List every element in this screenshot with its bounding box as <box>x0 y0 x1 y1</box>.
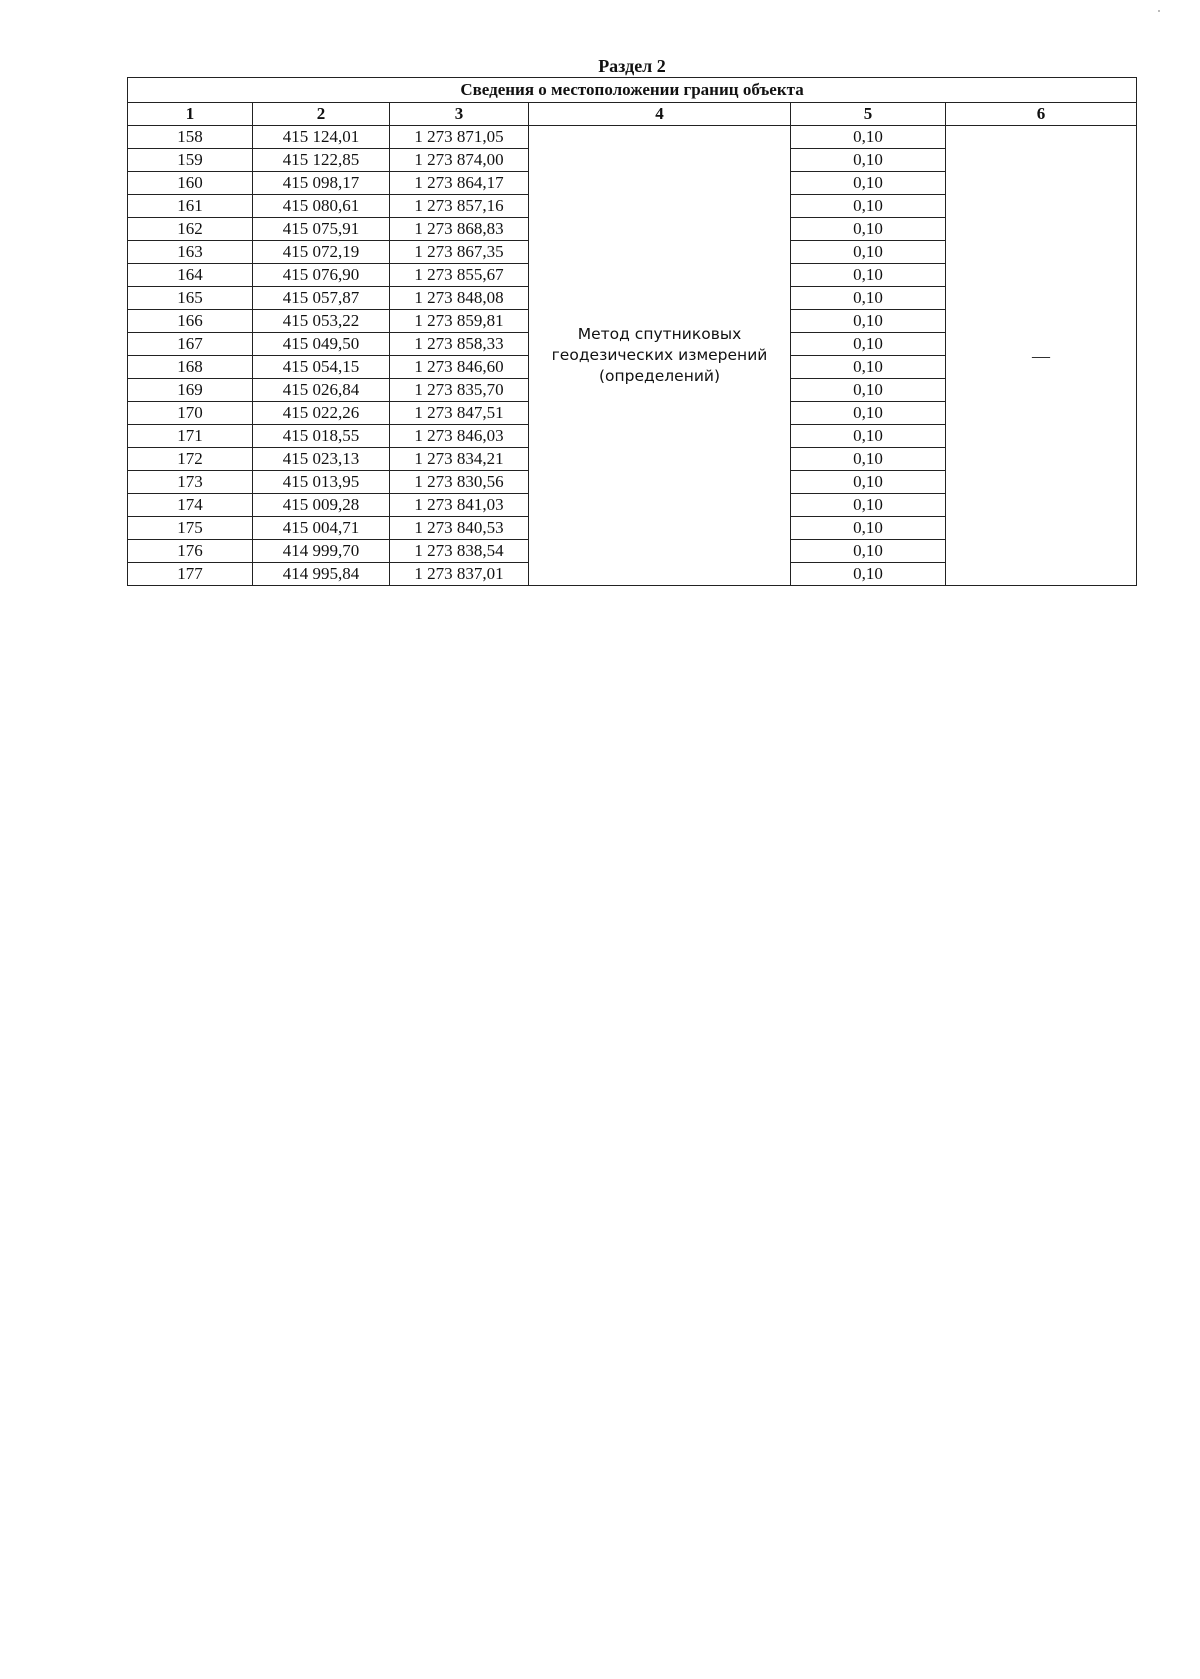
point-number-cell: 174 <box>128 494 253 517</box>
accuracy-cell: 0,10 <box>791 425 946 448</box>
column-number: 5 <box>791 103 946 126</box>
x-coordinate-cell: 415 098,17 <box>253 172 390 195</box>
x-coordinate-cell: 415 054,15 <box>253 356 390 379</box>
column-number: 3 <box>390 103 529 126</box>
method-cell: Метод спутниковых геодезических измерений (определений) <box>529 126 791 586</box>
point-number-cell: 163 <box>128 241 253 264</box>
column-number: 2 <box>253 103 390 126</box>
accuracy-cell: 0,10 <box>791 195 946 218</box>
accuracy-cell: 0,10 <box>791 333 946 356</box>
y-coordinate-cell: 1 273 867,35 <box>390 241 529 264</box>
x-coordinate-cell: 415 076,90 <box>253 264 390 287</box>
y-coordinate-cell: 1 273 840,53 <box>390 517 529 540</box>
y-coordinate-cell: 1 273 859,81 <box>390 310 529 333</box>
x-coordinate-cell: 415 072,19 <box>253 241 390 264</box>
point-number-cell: 172 <box>128 448 253 471</box>
point-number-cell: 168 <box>128 356 253 379</box>
y-coordinate-cell: 1 273 838,54 <box>390 540 529 563</box>
y-coordinate-cell: 1 273 834,21 <box>390 448 529 471</box>
accuracy-cell: 0,10 <box>791 471 946 494</box>
section-title: Раздел 2 <box>598 56 666 76</box>
point-number-cell: 175 <box>128 517 253 540</box>
accuracy-cell: 0,10 <box>791 563 946 586</box>
x-coordinate-cell: 415 049,50 <box>253 333 390 356</box>
point-number-cell: 165 <box>128 287 253 310</box>
y-coordinate-cell: 1 273 855,67 <box>390 264 529 287</box>
column-number: 4 <box>529 103 791 126</box>
point-number-cell: 162 <box>128 218 253 241</box>
accuracy-cell: 0,10 <box>791 126 946 149</box>
point-number-cell: 160 <box>128 172 253 195</box>
accuracy-cell: 0,10 <box>791 402 946 425</box>
y-coordinate-cell: 1 273 858,33 <box>390 333 529 356</box>
x-coordinate-cell: 415 026,84 <box>253 379 390 402</box>
table-caption: Сведения о местоположении границ объекта <box>128 78 1137 103</box>
scan-speck <box>1158 10 1160 12</box>
column-number: 6 <box>946 103 1137 126</box>
y-coordinate-cell: 1 273 848,08 <box>390 287 529 310</box>
y-coordinate-cell: 1 273 846,03 <box>390 425 529 448</box>
x-coordinate-cell: 415 022,26 <box>253 402 390 425</box>
accuracy-cell: 0,10 <box>791 310 946 333</box>
accuracy-cell: 0,10 <box>791 494 946 517</box>
point-number-cell: 176 <box>128 540 253 563</box>
x-coordinate-cell: 415 053,22 <box>253 310 390 333</box>
accuracy-cell: 0,10 <box>791 379 946 402</box>
x-coordinate-cell: 415 004,71 <box>253 517 390 540</box>
y-coordinate-cell: 1 273 874,00 <box>390 149 529 172</box>
accuracy-cell: 0,10 <box>791 264 946 287</box>
accuracy-cell: 0,10 <box>791 540 946 563</box>
boundary-table <box>127 77 1137 586</box>
accuracy-cell: 0,10 <box>791 448 946 471</box>
accuracy-cell: 0,10 <box>791 356 946 379</box>
x-coordinate-cell: 415 018,55 <box>253 425 390 448</box>
y-coordinate-cell: 1 273 841,03 <box>390 494 529 517</box>
x-coordinate-cell: 415 023,13 <box>253 448 390 471</box>
point-number-cell: 164 <box>128 264 253 287</box>
accuracy-cell: 0,10 <box>791 517 946 540</box>
accuracy-cell: 0,10 <box>791 149 946 172</box>
table-row <box>128 126 1137 149</box>
point-number-cell: 170 <box>128 402 253 425</box>
y-coordinate-cell: 1 273 868,83 <box>390 218 529 241</box>
x-coordinate-cell: 414 999,70 <box>253 540 390 563</box>
accuracy-cell: 0,10 <box>791 241 946 264</box>
y-coordinate-cell: 1 273 871,05 <box>390 126 529 149</box>
accuracy-cell: 0,10 <box>791 172 946 195</box>
point-number-cell: 166 <box>128 310 253 333</box>
point-number-cell: 171 <box>128 425 253 448</box>
x-coordinate-cell: 415 122,85 <box>253 149 390 172</box>
accuracy-cell: 0,10 <box>791 287 946 310</box>
x-coordinate-cell: 414 995,84 <box>253 563 390 586</box>
column6-cell: — <box>946 126 1137 586</box>
point-number-cell: 169 <box>128 379 253 402</box>
x-coordinate-cell: 415 057,87 <box>253 287 390 310</box>
point-number-cell: 173 <box>128 471 253 494</box>
x-coordinate-cell: 415 080,61 <box>253 195 390 218</box>
accuracy-cell: 0,10 <box>791 218 946 241</box>
y-coordinate-cell: 1 273 864,17 <box>390 172 529 195</box>
column-number-row <box>128 103 1137 126</box>
y-coordinate-cell: 1 273 847,51 <box>390 402 529 425</box>
y-coordinate-cell: 1 273 846,60 <box>390 356 529 379</box>
point-number-cell: 177 <box>128 563 253 586</box>
x-coordinate-cell: 415 124,01 <box>253 126 390 149</box>
y-coordinate-cell: 1 273 835,70 <box>390 379 529 402</box>
column-number: 1 <box>128 103 253 126</box>
y-coordinate-cell: 1 273 857,16 <box>390 195 529 218</box>
table-body <box>128 126 1137 586</box>
y-coordinate-cell: 1 273 830,56 <box>390 471 529 494</box>
x-coordinate-cell: 415 013,95 <box>253 471 390 494</box>
x-coordinate-cell: 415 009,28 <box>253 494 390 517</box>
point-number-cell: 158 <box>128 126 253 149</box>
y-coordinate-cell: 1 273 837,01 <box>390 563 529 586</box>
point-number-cell: 159 <box>128 149 253 172</box>
point-number-cell: 161 <box>128 195 253 218</box>
x-coordinate-cell: 415 075,91 <box>253 218 390 241</box>
point-number-cell: 167 <box>128 333 253 356</box>
